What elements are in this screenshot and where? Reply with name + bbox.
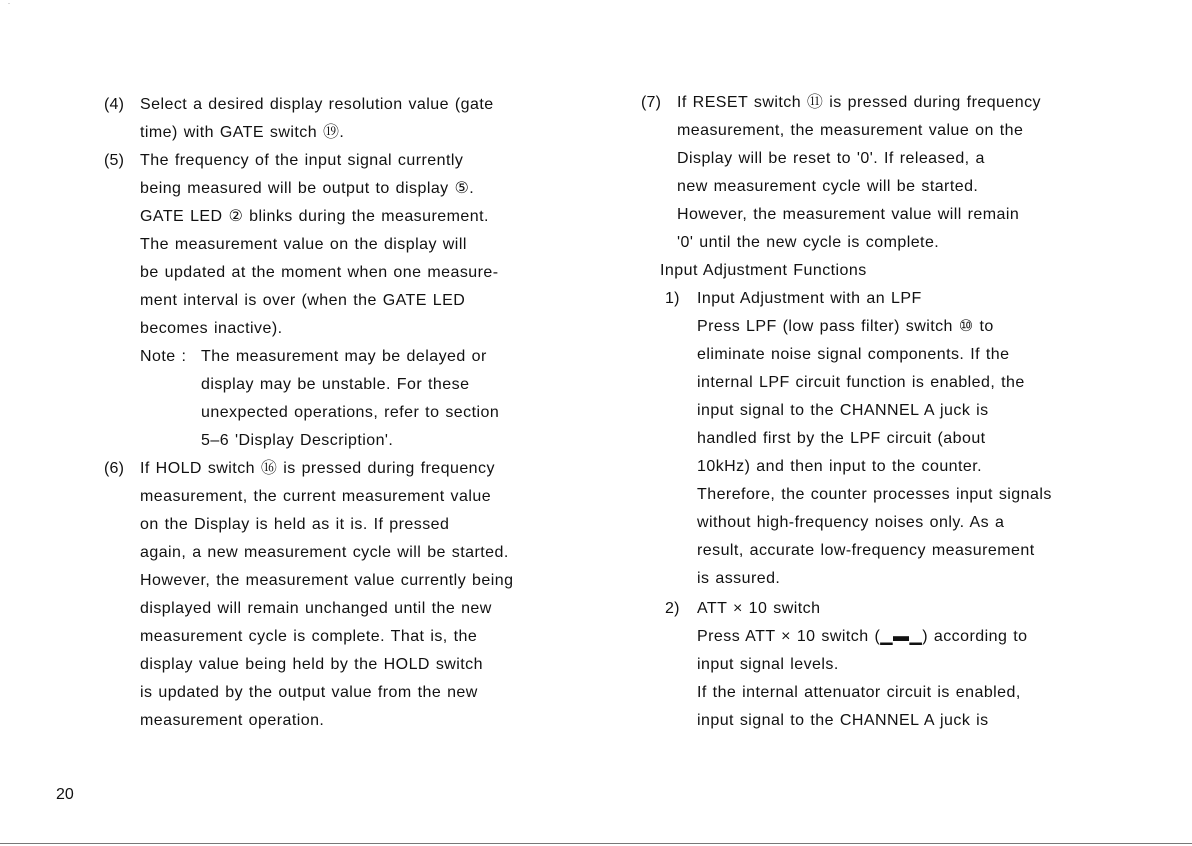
section-6-line-10: measurement operation. (140, 712, 325, 729)
section-6-line-3: on the Display is held as it is. If pressed (140, 516, 450, 533)
input-adjustment-heading: Input Adjustment Functions (660, 262, 867, 279)
item-marker-2: 2) (665, 600, 680, 617)
item-1-line-8: without high-frequency noises only. As a (697, 514, 1005, 531)
item-1-title: Input Adjustment with an LPF (697, 290, 922, 307)
item-2-line-1: Press ATT × 10 switch (▁▬▁) according to (697, 628, 1028, 645)
item-1-line-5: handled first by the LPF circuit (about (697, 430, 986, 447)
note-label: Note : (140, 348, 187, 365)
section-5-line-2: being measured will be output to display ⑤. (140, 180, 475, 197)
note-line-3: unexpected operations, refer to section (201, 404, 500, 421)
item-1-line-2: eliminate noise signal components. If the (697, 346, 1010, 363)
section-6-line-6: displayed will remain unchanged until the new (140, 600, 492, 617)
item-1-line-7: Therefore, the counter processes input signals (697, 486, 1052, 503)
section-marker-4: (4) (104, 96, 125, 113)
item-2-line-3: If the internal attenuator circuit is enabled, (697, 684, 1021, 701)
section-6-line-1: If HOLD switch ⑯ is pressed during frequency (140, 460, 495, 477)
item-1-line-1: Press LPF (low pass filter) switch ⑩ to (697, 318, 994, 335)
section-marker-5: (5) (104, 152, 125, 169)
section-5-line-4: The measurement value on the display will (140, 236, 467, 253)
item-marker-1: 1) (665, 290, 680, 307)
section-6-line-4: again, a new measurement cycle will be started. (140, 544, 509, 561)
item-1-line-10: is assured. (697, 570, 781, 587)
section-6-line-7: measurement cycle is complete. That is, the (140, 628, 478, 645)
section-7-line-5: However, the measurement value will remain (677, 206, 1020, 223)
section-5-line-1: The frequency of the input signal currently (140, 152, 464, 169)
section-5-line-6: ment interval is over (when the GATE LED (140, 292, 466, 309)
section-5-line-5: be updated at the moment when one measure- (140, 264, 499, 281)
item-1-line-4: input signal to the CHANNEL A juck is (697, 402, 989, 419)
item-1-line-9: result, accurate low-frequency measurement (697, 542, 1035, 559)
section-marker-6: (6) (104, 460, 125, 477)
section-marker-7: (7) (641, 94, 662, 111)
item-2-line-2: input signal levels. (697, 656, 839, 673)
section-4-line-1: Select a desired display resolution value (gate (140, 96, 494, 113)
note-line-4: 5–6 'Display Description'. (201, 432, 394, 449)
item-2-title: ATT × 10 switch (697, 600, 821, 617)
section-5-line-7: becomes inactive). (140, 320, 283, 337)
section-5-line-3: GATE LED ② blinks during the measurement. (140, 208, 489, 225)
page-number: 20 (56, 786, 74, 803)
note-line-1: The measurement may be delayed or (201, 348, 487, 365)
section-6-line-2: measurement, the current measurement value (140, 488, 492, 505)
section-7-line-4: new measurement cycle will be started. (677, 178, 979, 195)
section-6-line-5: However, the measurement value currently being (140, 572, 514, 589)
section-7-line-6: '0' until the new cycle is complete. (677, 234, 940, 251)
section-7-line-3: Display will be reset to '0'. If released, a (677, 150, 985, 167)
section-7-line-2: measurement, the measurement value on the (677, 122, 1024, 139)
section-7-line-1: If RESET switch ⑪ is pressed during frequency (677, 94, 1041, 111)
section-6-line-8: display value being held by the HOLD switch (140, 656, 483, 673)
scan-mark (8, 3, 10, 4)
item-1-line-3: internal LPF circuit function is enabled, the (697, 374, 1025, 391)
section-4-line-2: time) with GATE switch ⑲. (140, 124, 345, 141)
note-line-2: display may be unstable. For these (201, 376, 470, 393)
item-1-line-6: 10kHz) and then input to the counter. (697, 458, 983, 475)
item-2-line-4: input signal to the CHANNEL A juck is (697, 712, 989, 729)
page-bottom-rule (0, 843, 1192, 844)
section-6-line-9: is updated by the output value from the new (140, 684, 478, 701)
